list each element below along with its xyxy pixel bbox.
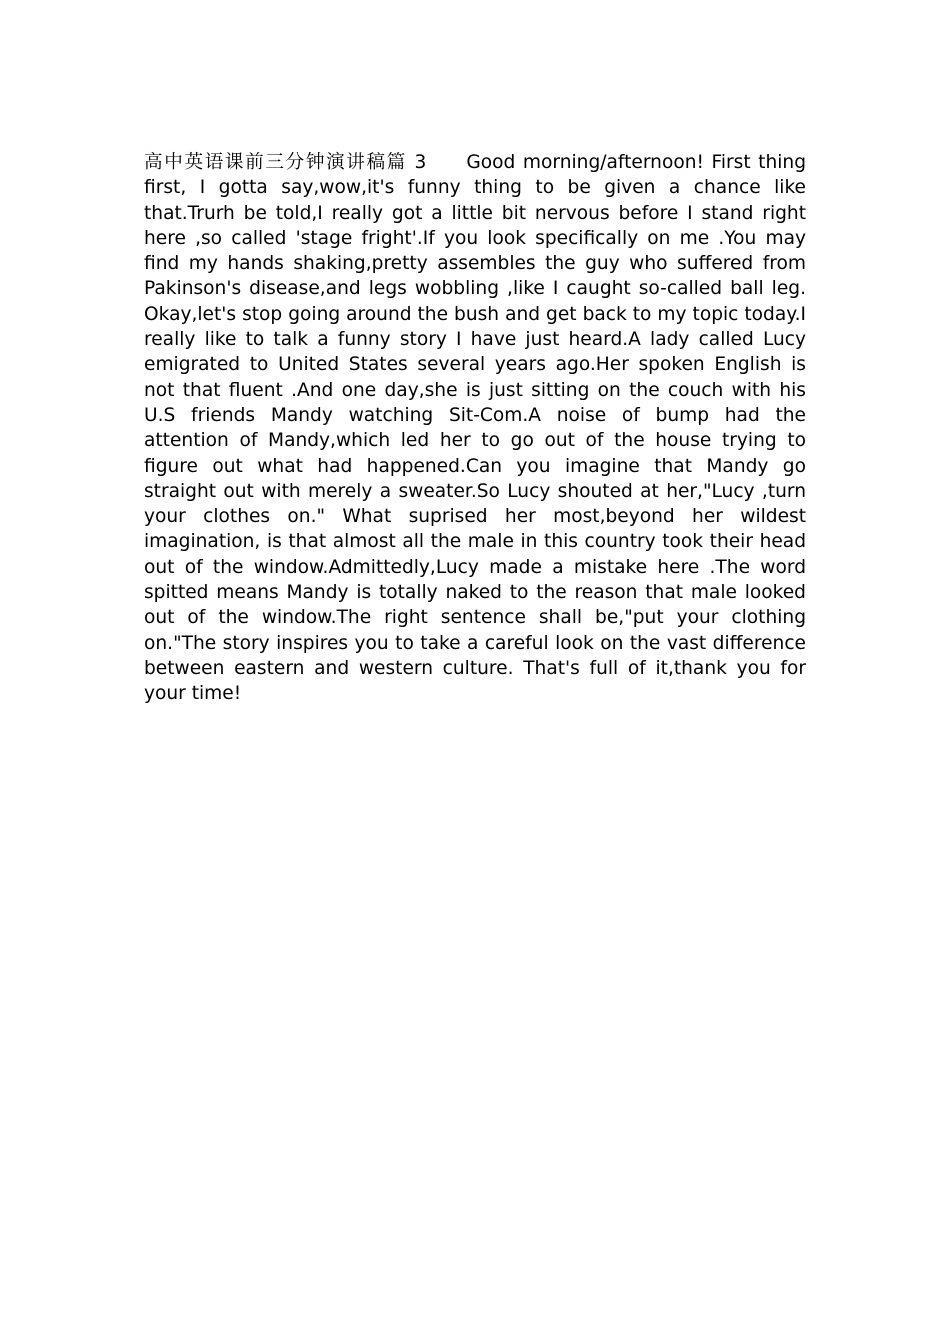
document-title: 高中英语课前三分钟演讲稿篇 3	[144, 152, 427, 173]
speech-paragraph	[144, 150, 806, 707]
speech-body-text: Good morning/afternoon! First thing first, I gotta say,wow,it's funny thing to be given a chance like that.Trurh be told,I really got a little bit nervous before I stand right here ,so called 'stage fright'.If you look specifically on me .You may find my hands shaking,pretty assembles the guy who suffered from Pakinson's disease,and legs wobbling ,like I caught so-called ball leg. Okay,let's stop going around the bush and get back to my topic today.I really like to talk a funny story I have just heard.A lady called Lucy emigrated to United States several years ago.Her spoken English is not that fluent .And one day,she is just sitting on the couch with his U.S friends Mandy watching Sit-Com.A noise of bump had the attention of Mandy,which led her to go out of the house trying to figure out what had happened.Can you imagine that Mandy go straight out with merely a sweater.So Lucy shouted at her,"Lucy ,turn your clothes on." What suprised her most,beyond her wildest imagination, is that almost all the male in this country took their head out of the window.Admittedly,Lucy made a mistake here .The word spitted means Mandy is totally naked to the reason that male looked out of the window.The right sentence shall be,"put your clothing on."The story inspires you to take a careful look on the vast difference between eastern and western culture. That's full of it,thank you for your time!	[144, 152, 806, 705]
